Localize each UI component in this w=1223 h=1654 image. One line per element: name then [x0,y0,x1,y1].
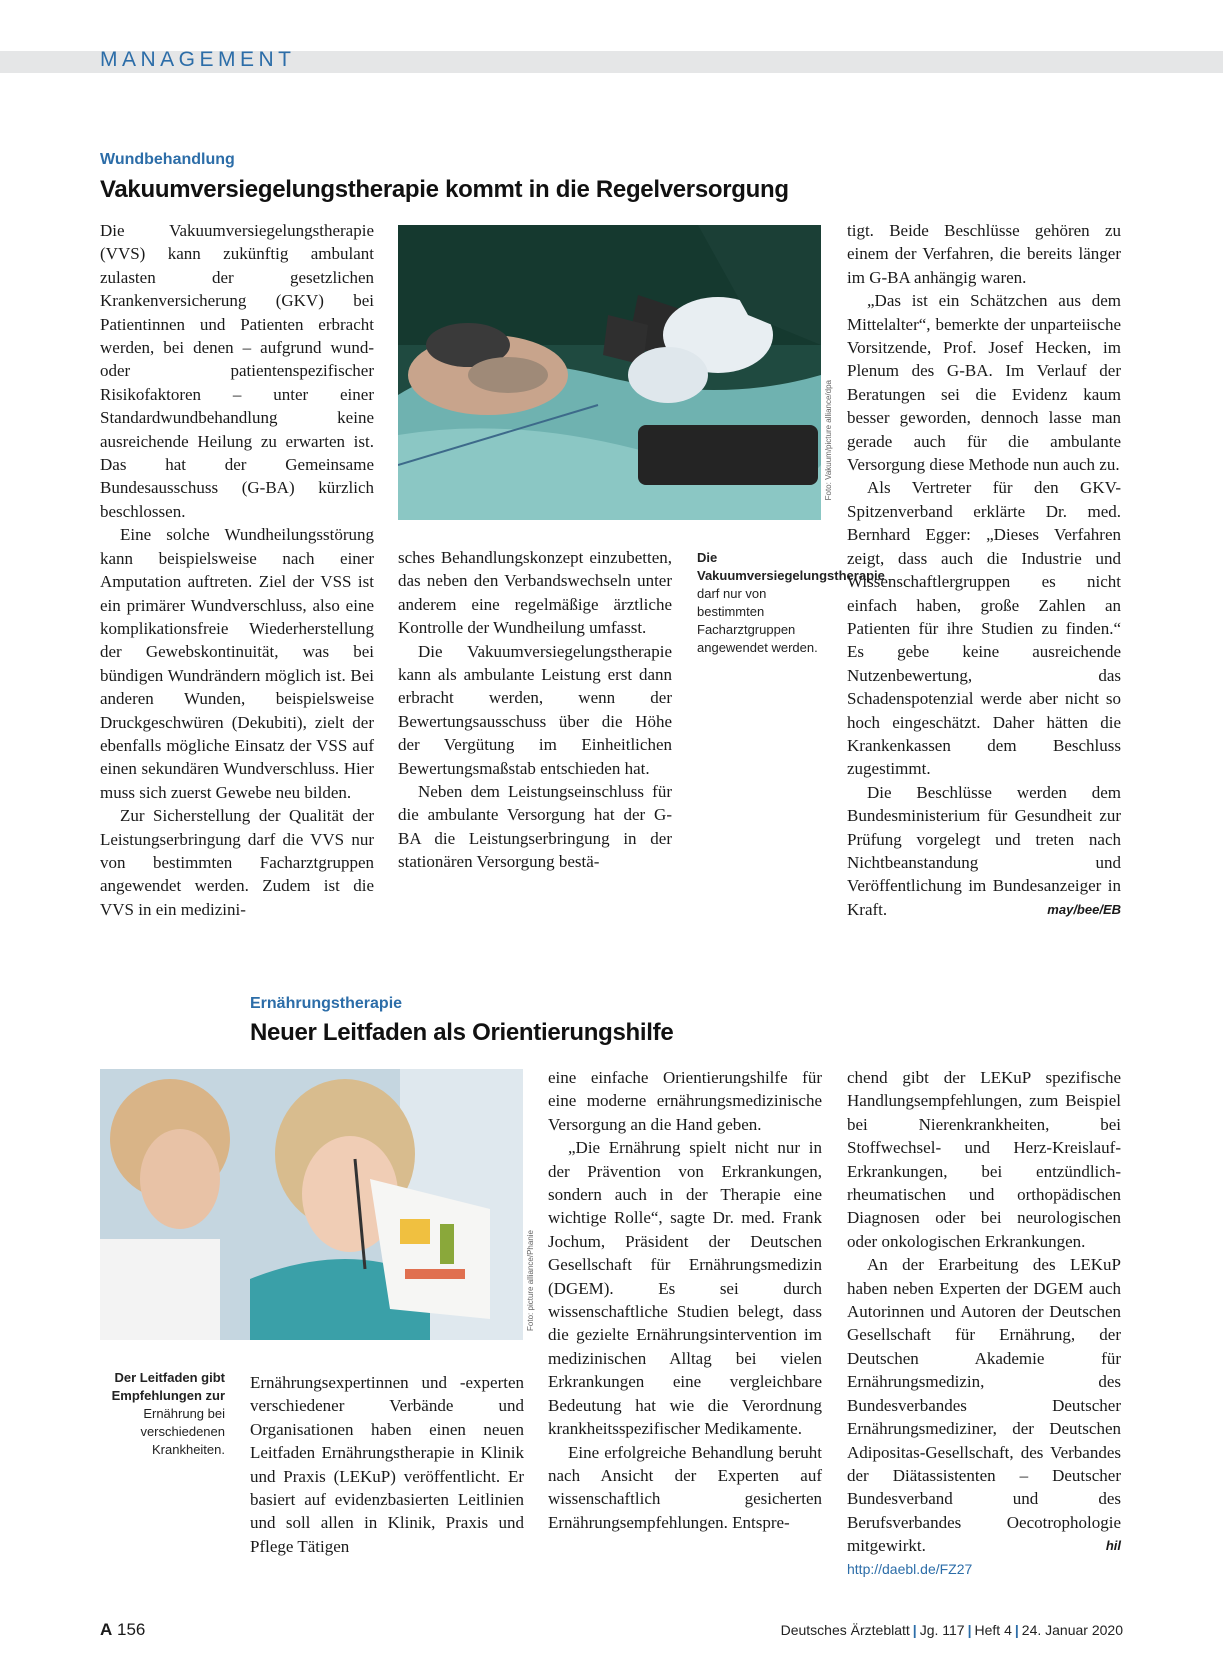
article1-column-1 [100,219,374,921]
caption-bold: Die Vakuumversiegelungstherapie [697,550,885,583]
paragraph: Die Vakuumversiegelungstherapie kann als ambulante Leistung erst dann erbracht werden, wenn der Bewertungsausschuss über die Höhe der Vergütung im Einheitlichen Bewertungsmaßstab entschieden hat. [398,641,672,778]
journal-volume: Jg. 117 [919,1622,965,1638]
paragraph: Neben dem Leistungseinschluss für die ambulante Versorgung hat der G-BA die Leistungserbringung in der stationären Versorgung bestä- [398,782,672,872]
journal-issue: Heft 4 [974,1622,1012,1638]
paragraph: Zur Sicherstellung der Qualität der Leistungserbringung darf die VVS nur von bestimmten Facharztgruppen angewendet werden. Zudem ist die VVS in ein medizini- [100,806,374,919]
article2-column-3 [847,1066,1121,1581]
paragraph: Ernährungsexpertinnen und -experten verschiedener Verbände und Organisationen haben einen neuen Leitfaden Ernährungstherapie in Klinik und Praxis (LEKuP) veröffentlicht. Er basiert auf evidenzbasierten Leitlinien und soll allen in Klinik, Praxis und Pflege Tätigen [250,1373,524,1556]
journal-footer [781,1622,1123,1638]
caption-bold: Der Leitfaden gibt Empfehlungen zur [111,1370,225,1403]
article1-kicker: Wundbehandlung [100,151,235,168]
reference-link[interactable]: http://daebl.de/FZ27 [847,1560,973,1577]
paragraph: sches Behandlungskonzept einzubetten, das neben den Verbandswechseln unter anderem eine regelmäßige ärztliche Kontrolle der Wundheilung umfasst. [398,548,672,638]
article2-column-2 [548,1066,822,1534]
article1-column-2 [398,546,672,874]
divider: | [967,1622,972,1638]
article1-photo-caption [697,549,885,657]
divider: | [912,1622,917,1638]
article2-column-1 [250,1371,524,1558]
journal-date: 24. Januar 2020 [1021,1622,1123,1638]
article2-headline: Neuer Leitfaden als Orientierungshilfe [250,1019,674,1046]
article2-photo-nutrition-consultation [100,1069,523,1340]
paragraph: Als Vertreter für den GKV-Spitzenverband erklärte Dr. med. Bernhard Egger: „Dieses Verfahren zeigt, dass auch die Industrie und Wissenschaftlergruppen es nicht einfach haben, große Zahlen an Patienten für ihre Studien zu finden.“ Es gebe keine ausreichende Nutzenbewertung, das Schadenspotenzial werde aber nicht so hoch eingeschätzt. Daher hätten die Krankenkassen dem Beschluss zugestimmt. [847,478,1121,779]
article1-column-3 [847,219,1121,921]
section-label: MANAGEMENT [100,48,296,71]
paragraph-text: An der Erarbeitung des LEKuP haben neben Experten der DGEM auch Autorinnen und Autoren der Deutschen Gesellschaft für Ernährung, der Deutschen Akademie für Ernährungsmedizin, des Bundesverbandes Deutscher Ernährungsmediziner, der Deutschen Adipositas-Gesellschaft, des Verbandes der Diätassistenten – Deutscher Bundesverband und des Berufsverbandes Oecotrophologie mitgewirkt. [847,1255,1121,1556]
paragraph: chend gibt der LEKuP spezifische Handlungsempfehlungen, zum Beispiel bei Nierenkrankheiten, bei Stoffwechsel- und Herz-Kreislauf-Erkrankungen, bei entzündlich-rheumatischen und orthopädischen Diagnosen oder bei neurologischen oder onkologischen Erkrankungen. [847,1068,1121,1251]
journal-name: Deutsches Ärzteblatt [780,1622,910,1638]
page-prefix: A [100,1620,113,1639]
article1-photo-credit: Foto: Vakuum/picture alliance/dpa [824,380,833,501]
paragraph [847,1253,1121,1557]
page-number [100,1620,145,1640]
page-number-value: 156 [117,1620,146,1639]
paragraph: Eine solche Wundheilungsstörung kann beispielsweise nach einer Amputation auftreten. Ziel der VSS ist ein primärer Wundverschluss, also eine komplikationsfreie Wiederherstellung der Gewebskontinuität, was bei bündigen Wundrändern möglich ist. Bei anderen Wunden, beispielsweise Druckgeschwüren (Dekubiti), zielt der ebenfalls mögliche Einsatz der VSS auf einen sekundären Wundverschluss. Hier muss sich zuerst Gewebe neu bilden. [100,525,374,802]
paragraph: Eine erfolgreiche Behandlung beruht nach Ansicht der Experten auf wissenschaftlich gesicherten Ernährungsempfehlungen. Entspre- [548,1442,822,1532]
article2-photo-credit: Foto: picture alliance/Phanie [526,1230,535,1331]
paragraph: tigt. Beide Beschlüsse gehören zu einem der Verfahren, die bereits länger im G-BA anhängig waren. [847,221,1121,287]
caption-text: Ernährung bei verschiedenen Krankheiten. [140,1406,225,1457]
article1-headline: Vakuumversiegelungstherapie kommt in die Regelversorgung [100,176,789,203]
caption-text: darf nur von bestimmten Facharztgruppen angewendet werden. [697,586,818,655]
paragraph: „Das ist ein Schätzchen aus dem Mittelalter“, bemerkte der unparteiische Vorsitzende, Prof. Josef Hecken, im Plenum des G-BA. Im Verlauf der Beratungen sei die Evidenz kaum besser geworden, dennoch lasse man gerade auch für die ambulante Versorgung diese Methode nun auch zu. [847,291,1121,475]
paragraph: Die Vakuumversiegelungstherapie (VVS) kann zukünftig ambulant zulasten der gesetzlichen Krankenversicherung (GKV) bei Patientinnen und Patienten erbracht werden, bei denen – aufgrund wund- oder patientenspezifischer Risikofaktoren – unter einer Standardwundbehandlung keine ausreichende Heilung zu erwarten ist. Das hat der Gemeinsame Bundesausschuss (G-BA) kürzlich beschlossen. [100,221,374,521]
article1-photo-wound-therapy [398,225,821,520]
article2-photo-caption [100,1369,225,1459]
paragraph [847,781,1121,921]
divider: | [1014,1622,1019,1638]
author-signature: hil [1105,1538,1121,1554]
paragraph: eine einfache Orientierungshilfe für eine moderne ernährungsmedizinische Versorgung an die Hand geben. [548,1068,822,1134]
paragraph: „Die Ernährung spielt nicht nur in der Prävention von Erkrankungen, sondern auch in der Therapie eine wichtige Rolle“, sagte Dr. med. Frank Jochum, Präsident der Deutschen Gesellschaft für Ernährungsmedizin (DGEM). Es sei durch wissenschaftliche Studien belegt, dass die gezielte Ernährungsintervention im medizinischen Alltag bei vielen Erkrankungen eine vergleichbare Bedeutung hat wie die Verordnung krankheitsspezifischer Medikamente. [548,1138,822,1439]
author-signature: may/bee/EB [1047,901,1121,917]
article2-kicker: Ernährungstherapie [250,995,403,1012]
paragraph-text: Die Beschlüsse werden dem Bundesministerium für Gesundheit zur Prüfung vorgelegt und treten nach Nichtbeanstandung und Veröffentlichung im Bundesanzeiger in Kraft. [847,782,1121,919]
